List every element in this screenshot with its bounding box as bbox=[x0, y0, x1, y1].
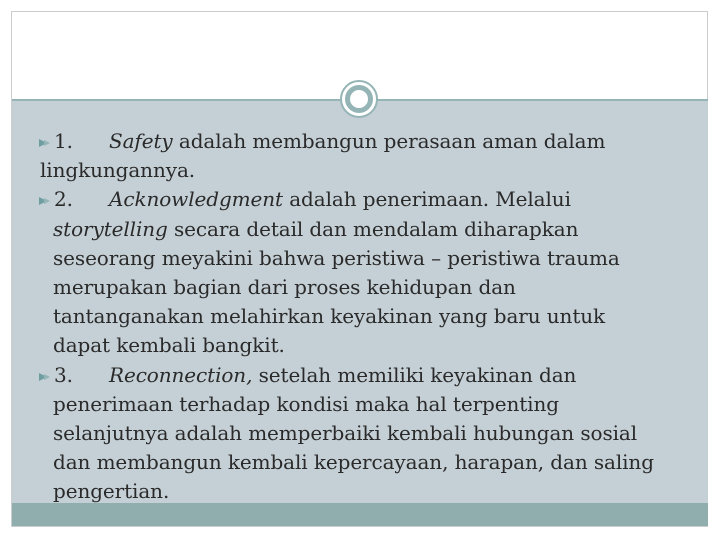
item-term: storytelling bbox=[53, 216, 168, 241]
list-item-3 bbox=[40, 361, 700, 507]
item-term: Acknowledgment bbox=[109, 187, 283, 212]
item-text: adalah membangun perasaan aman dalam bbox=[172, 129, 606, 153]
item-text: dapat kembali bangkit. bbox=[53, 333, 285, 358]
item-term: Safety bbox=[109, 129, 173, 153]
item-text: merupakan bagian dari proses kehidupan dan bbox=[53, 275, 516, 300]
item-3-line-4 bbox=[40, 448, 700, 477]
item-text: pengertian. bbox=[53, 479, 170, 504]
item-3-line-3 bbox=[40, 419, 700, 448]
list-item-1 bbox=[40, 127, 700, 185]
teal-arrow-bullet-icon bbox=[38, 137, 52, 149]
bullet-list bbox=[40, 127, 700, 507]
item-2-line-6 bbox=[40, 331, 700, 360]
divider-circle-ring bbox=[345, 85, 373, 113]
item-2-line-3 bbox=[40, 244, 700, 273]
item-2-line-4 bbox=[40, 273, 700, 302]
teal-arrow-bullet-icon bbox=[38, 371, 52, 383]
item-3-line-5 bbox=[40, 477, 700, 506]
item-2-line-2 bbox=[40, 215, 700, 244]
item-text: setelah memiliki keyakinan dan bbox=[252, 362, 577, 387]
item-2-line-5 bbox=[40, 302, 700, 331]
item-text: lingkungannya. bbox=[40, 158, 196, 183]
item-text: secara detail dan mendalam diharapkan bbox=[167, 216, 579, 241]
item-text: dan membangun kembali kepercayaan, harapan, dan saling bbox=[53, 450, 654, 475]
item-term: Reconnection, bbox=[109, 362, 253, 387]
teal-arrow-bullet-icon bbox=[38, 195, 52, 207]
item-text: tantanganakan melahirkan keyakinan yang baru untuk bbox=[53, 304, 606, 329]
list-item-2 bbox=[40, 185, 700, 360]
item-text: seseorang meyakini bahwa peristiwa – peristiwa trauma bbox=[53, 245, 620, 270]
item-text: adalah penerimaan. Melalui bbox=[282, 187, 571, 212]
item-3-line-2 bbox=[40, 390, 700, 419]
item-1-line-2 bbox=[40, 156, 700, 185]
item-number: 1. bbox=[54, 129, 73, 153]
item-text: selanjutnya adalah memperbaiki kembali hubungan sosial bbox=[53, 421, 638, 446]
item-3-line-1 bbox=[40, 361, 700, 390]
item-number: 3. bbox=[54, 362, 73, 387]
item-1-line-1 bbox=[40, 127, 700, 156]
item-number: 2. bbox=[54, 187, 73, 212]
item-text: penerimaan terhadap kondisi maka hal terpenting bbox=[53, 391, 559, 416]
item-2-line-1 bbox=[40, 185, 700, 214]
